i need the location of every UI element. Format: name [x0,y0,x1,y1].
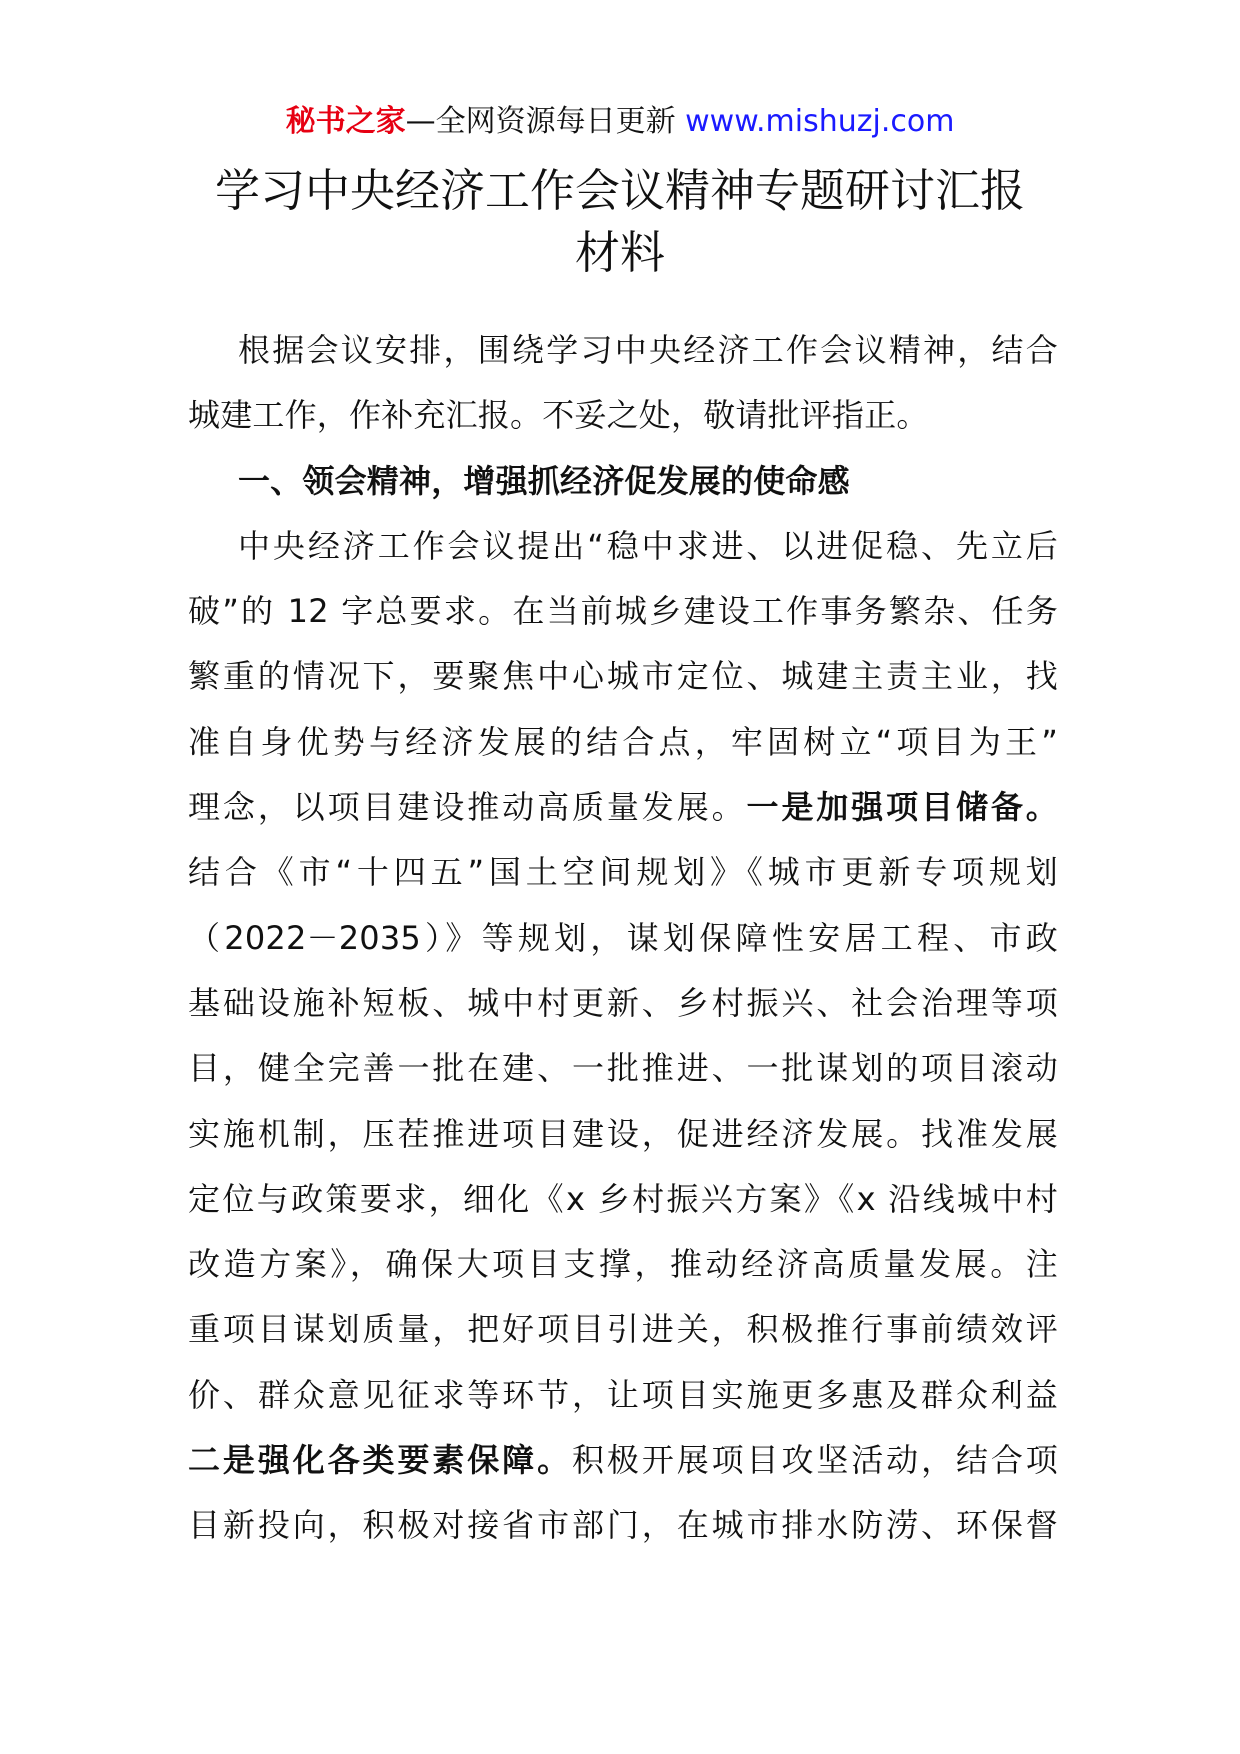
document-title [150,160,1090,284]
body-line: 结合《市“十四五”国土空间规划》《城市更新专项规划 [188,853,1058,892]
section-heading: 一、领会精神，增强抓经济促发展的使命感 [238,461,850,500]
body-line: 根据会议安排，围绕学习中央经济工作会议精神，结合 [238,331,1058,369]
body-line: 破”的 12 字总要求。在当前城乡建设工作事务繁杂、任务 [188,592,1058,631]
body-line: 重项目谋划质量，把好项目引进关，积极推行事前绩效评 [188,1310,1058,1349]
body-line: 准自身优势与经济发展的结合点，牢固树立“项目为王” [188,722,1058,761]
body-line: 城建工作，作补充汇报。不妥之处，敬请批评指正。 [188,396,929,435]
body-line: 实施机制，压茬推进项目建设，促进经济发展。找准发展 [188,1114,1058,1153]
body-line: 繁重的情况下，要聚焦中心城市定位、城建主责主业，找 [188,657,1058,696]
body-line: （2022－2035）》等规划，谋划保障性安居工程、市政 [188,918,1058,957]
emphasis-run: 二是强化各类要素保障。 [188,1441,572,1480]
body-text-run: 理念，以项目建设推动高质量发展。 [188,788,747,827]
body-line: 中央经济工作会议提出“稳中求进、以进促稳、先立后 [238,526,1058,565]
document-body [188,318,1058,1559]
body-line: 价、群众意见征求等环节，让项目实施更多惠及群众利益 [188,1375,1058,1414]
body-line-mixed [188,1428,1058,1493]
body-line-mixed [188,775,1058,840]
title-line-1: 学习中央经济工作会议精神专题研讨汇报 [214,164,1025,217]
body-text-run: 积极开展项目攻坚活动，结合项 [572,1441,1059,1480]
site-url-link[interactable]: www.mishuzj.com [685,104,955,139]
body-line: 定位与政策要求，细化《x 乡村振兴方案》《x 沿线城中村 [188,1179,1058,1218]
body-line: 改造方案》，确保大项目支撑，推动经济高质量发展。注 [188,1245,1058,1284]
body-line: 基础设施补短板、城中村更新、乡村振兴、社会治理等项 [188,983,1058,1022]
brand-name: 秘书之家 [285,104,406,139]
site-header [0,100,1240,144]
emphasis-run: 一是加强项目储备。 [746,788,1058,827]
body-line: 目新投向，积极对接省市部门，在城市排水防涝、环保督 [188,1506,1058,1545]
body-line: 目，健全完善一批在建、一批推进、一批谋划的项目滚动 [188,1049,1058,1088]
title-line-2: 材料 [574,226,665,279]
header-tagline: —全网资源每日更新 [405,104,686,139]
